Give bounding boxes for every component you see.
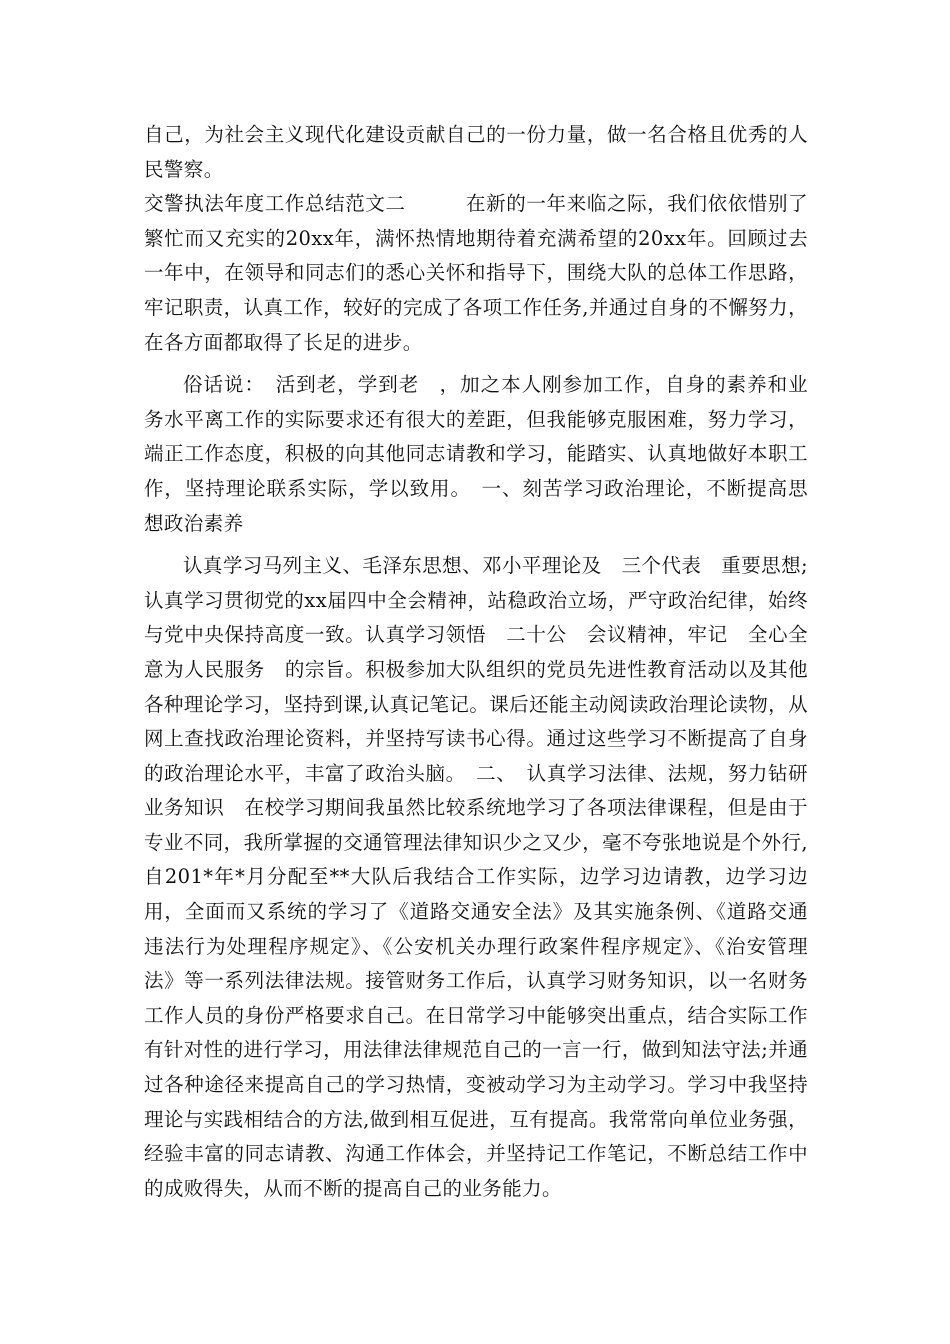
paragraph-saying: 俗话说： 活到老，学到老 ，加之本人刚参加工作，自身的素养和业务水平离工作的实际要求还有很大的差距，但我能够克服困难，努力学习，端正工作态度，积极的向其他同志请教和学习，能踏实、认真地做好本职工作，坚持理论联系实际，学以致用。 一、刻苦学习政治理论，不断提高思想政治素养 xyxy=(144,373,808,535)
paragraph-section-heading: 交警执法年度工作总结范文二 在新的一年来临之际，我们依依惜别了繁忙而又充实的20xx年，满怀热情地期待着充满希望的20xx年。回顾过去一年中，在领导和同志们的悉心关怀和指导下，围绕大队的总体工作思路，牢记职责，认真工作，较好的完成了各项工作任务,并通过自身的不懈努力，在各方面都取得了长足的进步。 xyxy=(144,192,808,354)
paragraph-study: 认真学习马列主义、毛泽东思想、邓小平理论及 三个代表 重要思想;认真学习贯彻党的xx届四中全会精神，站稳政治立场，严守政治纪律，始终与党中央保持高度一致。认真学习领悟 二十公 会议精神，牢记 全心全意为人民服务 的宗旨。积极参加大队组织的党员先进性教育活动以及其他各种理论学习，坚持到课,认真记笔记。课后还能主动阅读政治理论读物，从网上查找政治理论资料，并坚持写读书心得。通过这些学习不断提高了自身的政治理论水平，丰富了政治头脑。 二、 认真学习法律、法规，努力钻研业务知识 在校学习期间我虽然比较系统地学习了各项法律课程，但是由于专业不同，我所掌握的交通管理法律知识少之又少，毫不夸张地说是个外行,自201*年*月分配至**大队后我结合工作实际，边学习边请教，边学习边用，全面而又系统的学习了《道路交通安全法》及其实施条例、《道路交通违法行为处理程序规定》、《公安机关办理行政案件程序规定》、《治安管理法》等一系列法律法规。接管财务工作后，认真学习财务知识，以一名财务工作人员的身份严格要求自己。在日常学习中能够突出重点，结合实际工作有针对性的进行学习，用法律法律规范自己的一言一行，做到知法守法;并通过各种途径来提高自己的学习热情，变被动学习为主动学习。学习中我坚持理论与实践相结合的方法,做到相互促进，互有提高。我常常向单位业务强，经验丰富的同志请教、沟通工作体会，并坚持记工作笔记，不断总结工作中的成败得失，从而不断的提高自己的业务能力。 xyxy=(144,554,808,1200)
paragraph-continuation: 自己，为社会主义现代化建设贡献自己的一份力量，做一名合格且优秀的人民警察。 xyxy=(144,123,808,181)
document-body xyxy=(144,118,808,1206)
